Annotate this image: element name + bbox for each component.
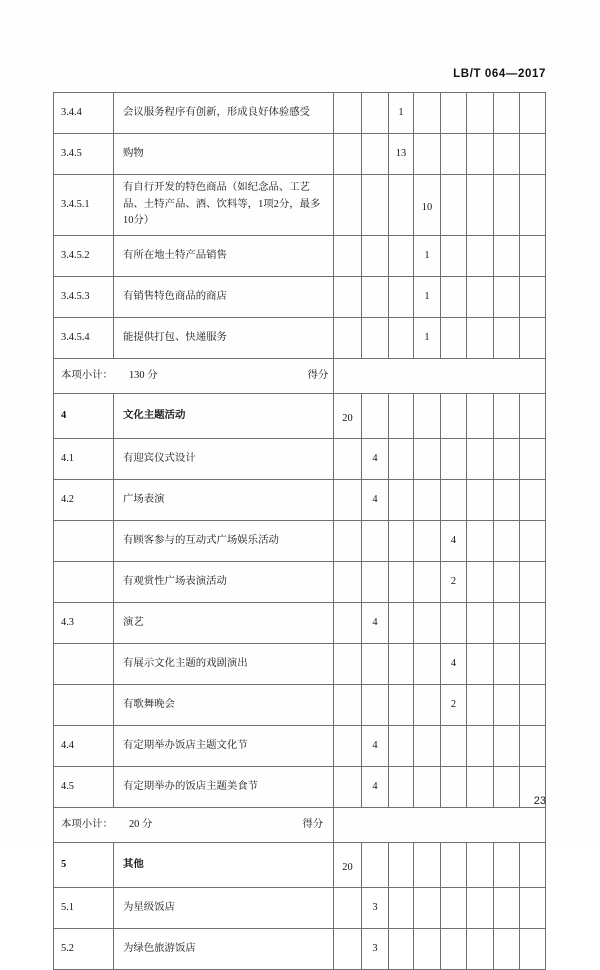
score-cell-col2[interactable] bbox=[362, 684, 389, 725]
score-cell-col5[interactable] bbox=[441, 842, 467, 887]
row-description-cell: 会议服务程序有创新，形成良好体验感受 bbox=[114, 93, 334, 134]
score-cell-col5[interactable] bbox=[441, 479, 467, 520]
subtotal-score-label: 得分 bbox=[302, 819, 324, 831]
score-cell-col6[interactable] bbox=[467, 725, 494, 766]
score-cell-col8[interactable] bbox=[520, 479, 546, 520]
score-cell-col8[interactable] bbox=[520, 643, 546, 684]
score-cell-col1[interactable] bbox=[334, 887, 362, 928]
score-cell-col2[interactable] bbox=[362, 842, 389, 887]
evaluation-table-wrapper bbox=[53, 92, 546, 970]
subtotal-label: 本项小计： bbox=[61, 819, 113, 831]
score-cell-col6[interactable] bbox=[467, 438, 494, 479]
score-cell-col7[interactable] bbox=[494, 928, 520, 969]
row-code-cell: 5.2 bbox=[54, 928, 114, 969]
score-cell-col5[interactable]: 2 bbox=[441, 561, 467, 602]
score-cell-col7[interactable] bbox=[494, 684, 520, 725]
row-description-cell: 有所在地土特产品销售 bbox=[114, 235, 334, 276]
row-description-cell: 广场表演 bbox=[114, 479, 334, 520]
score-cell-col3[interactable] bbox=[389, 643, 414, 684]
row-code-cell: 3.4.5.3 bbox=[54, 276, 114, 317]
row-description-cell: 有定期举办饭店主题文化节 bbox=[114, 725, 334, 766]
score-cell-col2[interactable]: 4 bbox=[362, 479, 389, 520]
row-code-cell bbox=[54, 684, 114, 725]
score-cell-col3[interactable] bbox=[389, 766, 414, 807]
score-cell-col3[interactable] bbox=[389, 235, 414, 276]
score-cell-col6[interactable] bbox=[467, 479, 494, 520]
subtotal-cell bbox=[54, 807, 334, 842]
score-cell-col1[interactable] bbox=[334, 438, 362, 479]
score-cell-col8[interactable] bbox=[520, 276, 546, 317]
row-description-cell: 为绿色旅游饭店 bbox=[114, 928, 334, 969]
score-cell-col1[interactable] bbox=[334, 766, 362, 807]
score-cell-col7[interactable] bbox=[494, 725, 520, 766]
score-cell-col8[interactable] bbox=[520, 928, 546, 969]
row-description-cell: 为星级饭店 bbox=[114, 887, 334, 928]
score-cell-col4[interactable] bbox=[414, 479, 441, 520]
score-cell-col6[interactable] bbox=[467, 317, 494, 358]
score-cell-col4[interactable] bbox=[414, 725, 441, 766]
score-cell-col5[interactable] bbox=[441, 175, 467, 236]
score-cell-col5[interactable] bbox=[441, 438, 467, 479]
score-cell-col2[interactable] bbox=[362, 175, 389, 236]
score-cell-col1[interactable]: 20 bbox=[334, 393, 362, 438]
table-row bbox=[54, 93, 546, 134]
score-cell-col8[interactable] bbox=[520, 134, 546, 175]
score-cell-col5[interactable] bbox=[441, 766, 467, 807]
table-row bbox=[54, 175, 546, 236]
score-cell-col1[interactable] bbox=[334, 175, 362, 236]
score-cell-col7[interactable] bbox=[494, 393, 520, 438]
score-cell-col5[interactable]: 2 bbox=[441, 684, 467, 725]
score-cell-col1[interactable] bbox=[334, 561, 362, 602]
row-description-cell: 有展示文化主题的戏剧演出 bbox=[114, 643, 334, 684]
score-cell-col3[interactable]: 13 bbox=[389, 134, 414, 175]
score-cell-col3[interactable] bbox=[389, 276, 414, 317]
score-cell-col1[interactable] bbox=[334, 479, 362, 520]
score-cell-col8[interactable] bbox=[520, 393, 546, 438]
score-cell-col7[interactable] bbox=[494, 561, 520, 602]
score-cell-col5[interactable] bbox=[441, 887, 467, 928]
score-cell-col7[interactable] bbox=[494, 602, 520, 643]
score-cell-col2[interactable]: 4 bbox=[362, 438, 389, 479]
table-row bbox=[54, 479, 546, 520]
table-row-section bbox=[54, 842, 546, 887]
row-description-cell: 有顾客参与的互动式广场娱乐活动 bbox=[114, 520, 334, 561]
row-code-cell bbox=[54, 643, 114, 684]
row-code-cell bbox=[54, 561, 114, 602]
score-cell-col1[interactable] bbox=[334, 317, 362, 358]
table-row-subtotal bbox=[54, 807, 546, 842]
score-cell-col3[interactable] bbox=[389, 561, 414, 602]
score-cell-col6[interactable] bbox=[467, 842, 494, 887]
subtotal-label: 本项小计： bbox=[61, 370, 113, 382]
score-cell-col7[interactable] bbox=[494, 276, 520, 317]
score-cell-col4[interactable]: 1 bbox=[414, 276, 441, 317]
score-cell-col1[interactable] bbox=[334, 602, 362, 643]
score-cell-col6[interactable] bbox=[467, 520, 494, 561]
evaluation-criteria-table bbox=[53, 92, 546, 970]
score-cell-col6[interactable] bbox=[467, 643, 494, 684]
row-code-cell: 3.4.4 bbox=[54, 93, 114, 134]
table-row-section bbox=[54, 393, 546, 438]
row-description-cell: 文化主题活动 bbox=[114, 393, 334, 438]
score-cell-col5[interactable] bbox=[441, 725, 467, 766]
score-cell-col3[interactable] bbox=[389, 175, 414, 236]
page-number: 23 bbox=[533, 795, 546, 807]
score-cell-col6[interactable] bbox=[467, 602, 494, 643]
score-cell-col3[interactable] bbox=[389, 317, 414, 358]
score-cell-col7[interactable] bbox=[494, 438, 520, 479]
row-description-cell: 能提供打包、快递服务 bbox=[114, 317, 334, 358]
score-cell-col6[interactable] bbox=[467, 93, 494, 134]
score-cell-col1[interactable] bbox=[334, 93, 362, 134]
row-description-cell: 有观赏性广场表演活动 bbox=[114, 561, 334, 602]
score-cell-col5[interactable] bbox=[441, 393, 467, 438]
score-cell-col4[interactable]: 10 bbox=[414, 175, 441, 236]
table-row bbox=[54, 276, 546, 317]
score-cell-col2[interactable] bbox=[362, 235, 389, 276]
score-cell-col8[interactable] bbox=[520, 235, 546, 276]
score-cell-col5[interactable] bbox=[441, 928, 467, 969]
score-cell-col3[interactable] bbox=[389, 602, 414, 643]
score-cell-col7[interactable] bbox=[494, 842, 520, 887]
table-row bbox=[54, 317, 546, 358]
score-cell-col6[interactable] bbox=[467, 235, 494, 276]
score-cell-col4[interactable] bbox=[414, 928, 441, 969]
score-cell-col6[interactable] bbox=[467, 134, 494, 175]
score-cell-col4[interactable] bbox=[414, 684, 441, 725]
subtotal-cell bbox=[54, 358, 334, 393]
table-row bbox=[54, 928, 546, 969]
row-description-cell: 其他 bbox=[114, 842, 334, 887]
score-cell-col3[interactable] bbox=[389, 887, 414, 928]
score-cell-col2[interactable] bbox=[362, 134, 389, 175]
score-cell-col2[interactable] bbox=[362, 317, 389, 358]
score-cell-col6[interactable] bbox=[467, 393, 494, 438]
score-cell-col3[interactable] bbox=[389, 479, 414, 520]
table-row bbox=[54, 684, 546, 725]
score-cell-col7[interactable] bbox=[494, 134, 520, 175]
score-cell-col8[interactable] bbox=[520, 175, 546, 236]
row-description-cell: 有销售特色商品的商店 bbox=[114, 276, 334, 317]
score-cell-col4[interactable] bbox=[414, 887, 441, 928]
table-row bbox=[54, 643, 546, 684]
score-cell-col1[interactable] bbox=[334, 643, 362, 684]
row-description-cell: 有迎宾仪式设计 bbox=[114, 438, 334, 479]
subtotal-points: 20 分 bbox=[128, 819, 153, 831]
table-row bbox=[54, 134, 546, 175]
score-cell-col5[interactable] bbox=[441, 235, 467, 276]
score-cell-col3[interactable] bbox=[389, 842, 414, 887]
score-cell-col4[interactable] bbox=[414, 93, 441, 134]
score-cell-col1[interactable] bbox=[334, 235, 362, 276]
score-cell-col2[interactable]: 3 bbox=[362, 928, 389, 969]
row-code-cell: 4.1 bbox=[54, 438, 114, 479]
score-cell-col4[interactable] bbox=[414, 393, 441, 438]
running-header-standard-code: LB/T 064—2017 bbox=[453, 68, 546, 80]
subtotal-points: 130 分 bbox=[128, 370, 158, 382]
score-cell-col5[interactable] bbox=[441, 134, 467, 175]
score-cell-col6[interactable] bbox=[467, 766, 494, 807]
score-cell-col6[interactable] bbox=[467, 276, 494, 317]
score-cell-col4[interactable] bbox=[414, 602, 441, 643]
score-cell-col7[interactable] bbox=[494, 887, 520, 928]
score-cell-col7[interactable] bbox=[494, 479, 520, 520]
score-cell-col7[interactable] bbox=[494, 175, 520, 236]
row-code-cell: 3.4.5.4 bbox=[54, 317, 114, 358]
score-cell-col5[interactable]: 4 bbox=[441, 520, 467, 561]
row-description-cell: 演艺 bbox=[114, 602, 334, 643]
score-cell-col7[interactable] bbox=[494, 93, 520, 134]
score-cell-col1[interactable] bbox=[334, 684, 362, 725]
score-cell-col2[interactable] bbox=[362, 276, 389, 317]
table-row bbox=[54, 561, 546, 602]
score-cell-col2[interactable] bbox=[362, 643, 389, 684]
score-cell-col7[interactable] bbox=[494, 520, 520, 561]
row-code-cell: 5 bbox=[54, 842, 114, 887]
score-cell-col8[interactable] bbox=[520, 438, 546, 479]
score-cell-col2[interactable] bbox=[362, 93, 389, 134]
subtotal-score-entry-cell[interactable] bbox=[334, 807, 546, 842]
score-cell-col8[interactable] bbox=[520, 561, 546, 602]
score-cell-col7[interactable] bbox=[494, 766, 520, 807]
score-cell-col5[interactable] bbox=[441, 602, 467, 643]
row-code-cell bbox=[54, 520, 114, 561]
score-cell-col6[interactable] bbox=[467, 561, 494, 602]
score-cell-col1[interactable] bbox=[334, 134, 362, 175]
score-cell-col8[interactable] bbox=[520, 725, 546, 766]
row-code-cell: 5.1 bbox=[54, 887, 114, 928]
table-row bbox=[54, 766, 546, 807]
score-cell-col3[interactable] bbox=[389, 684, 414, 725]
score-cell-col4[interactable] bbox=[414, 520, 441, 561]
score-cell-col6[interactable] bbox=[467, 175, 494, 236]
evaluation-table-body bbox=[54, 93, 546, 970]
score-cell-col4[interactable] bbox=[414, 561, 441, 602]
table-row bbox=[54, 887, 546, 928]
score-cell-col4[interactable] bbox=[414, 134, 441, 175]
row-description-cell: 购物 bbox=[114, 134, 334, 175]
table-row bbox=[54, 235, 546, 276]
score-cell-col2[interactable] bbox=[362, 561, 389, 602]
score-cell-col8[interactable] bbox=[520, 93, 546, 134]
row-code-cell: 3.4.5.2 bbox=[54, 235, 114, 276]
table-row bbox=[54, 438, 546, 479]
score-cell-col2[interactable]: 4 bbox=[362, 766, 389, 807]
score-cell-col3[interactable] bbox=[389, 438, 414, 479]
score-cell-col2[interactable] bbox=[362, 393, 389, 438]
score-cell-col5[interactable] bbox=[441, 93, 467, 134]
score-cell-col6[interactable] bbox=[467, 684, 494, 725]
score-cell-col3[interactable] bbox=[389, 725, 414, 766]
score-cell-col4[interactable] bbox=[414, 643, 441, 684]
row-description-cell: 有定期举办的饭店主题美食节 bbox=[114, 766, 334, 807]
score-cell-col6[interactable] bbox=[467, 928, 494, 969]
score-cell-col5[interactable]: 4 bbox=[441, 643, 467, 684]
score-cell-col8[interactable] bbox=[520, 842, 546, 887]
subtotal-score-entry-cell[interactable] bbox=[334, 358, 546, 393]
score-cell-col2[interactable]: 3 bbox=[362, 887, 389, 928]
score-cell-col2[interactable]: 4 bbox=[362, 602, 389, 643]
score-cell-col5[interactable] bbox=[441, 276, 467, 317]
score-cell-col8[interactable] bbox=[520, 602, 546, 643]
score-cell-col1[interactable] bbox=[334, 928, 362, 969]
score-cell-col3[interactable] bbox=[389, 520, 414, 561]
score-cell-col8[interactable] bbox=[520, 520, 546, 561]
score-cell-col1[interactable] bbox=[334, 725, 362, 766]
score-cell-col8[interactable] bbox=[520, 684, 546, 725]
score-cell-col6[interactable] bbox=[467, 887, 494, 928]
score-cell-col8[interactable] bbox=[520, 887, 546, 928]
score-cell-col3[interactable]: 1 bbox=[389, 93, 414, 134]
table-row bbox=[54, 725, 546, 766]
score-cell-col3[interactable] bbox=[389, 393, 414, 438]
score-cell-col7[interactable] bbox=[494, 317, 520, 358]
score-cell-col7[interactable] bbox=[494, 235, 520, 276]
score-cell-col4[interactable]: 1 bbox=[414, 235, 441, 276]
score-cell-col1[interactable]: 20 bbox=[334, 842, 362, 887]
subtotal-score-label: 得分 bbox=[307, 370, 329, 382]
row-code-cell: 4.5 bbox=[54, 766, 114, 807]
score-cell-col3[interactable] bbox=[389, 928, 414, 969]
row-description-cell: 有自行开发的特色商品（如纪念品、工艺品、土特产品、酒、饮料等，1项2分，最多10分） bbox=[114, 175, 334, 236]
score-cell-col7[interactable] bbox=[494, 643, 520, 684]
row-code-cell: 4.2 bbox=[54, 479, 114, 520]
score-cell-col2[interactable]: 4 bbox=[362, 725, 389, 766]
score-cell-col4[interactable]: 1 bbox=[414, 317, 441, 358]
row-code-cell: 3.4.5 bbox=[54, 134, 114, 175]
score-cell-col8[interactable] bbox=[520, 317, 546, 358]
row-code-cell: 4 bbox=[54, 393, 114, 438]
score-cell-col4[interactable] bbox=[414, 842, 441, 887]
table-row-subtotal bbox=[54, 358, 546, 393]
score-cell-col1[interactable] bbox=[334, 520, 362, 561]
row-code-cell: 3.4.5.1 bbox=[54, 175, 114, 236]
row-code-cell: 4.3 bbox=[54, 602, 114, 643]
score-cell-col1[interactable] bbox=[334, 276, 362, 317]
row-description-cell: 有歌舞晚会 bbox=[114, 684, 334, 725]
score-cell-col5[interactable] bbox=[441, 317, 467, 358]
row-code-cell: 4.4 bbox=[54, 725, 114, 766]
score-cell-col4[interactable] bbox=[414, 438, 441, 479]
score-cell-col2[interactable] bbox=[362, 520, 389, 561]
score-cell-col4[interactable] bbox=[414, 766, 441, 807]
table-row bbox=[54, 520, 546, 561]
table-row bbox=[54, 602, 546, 643]
